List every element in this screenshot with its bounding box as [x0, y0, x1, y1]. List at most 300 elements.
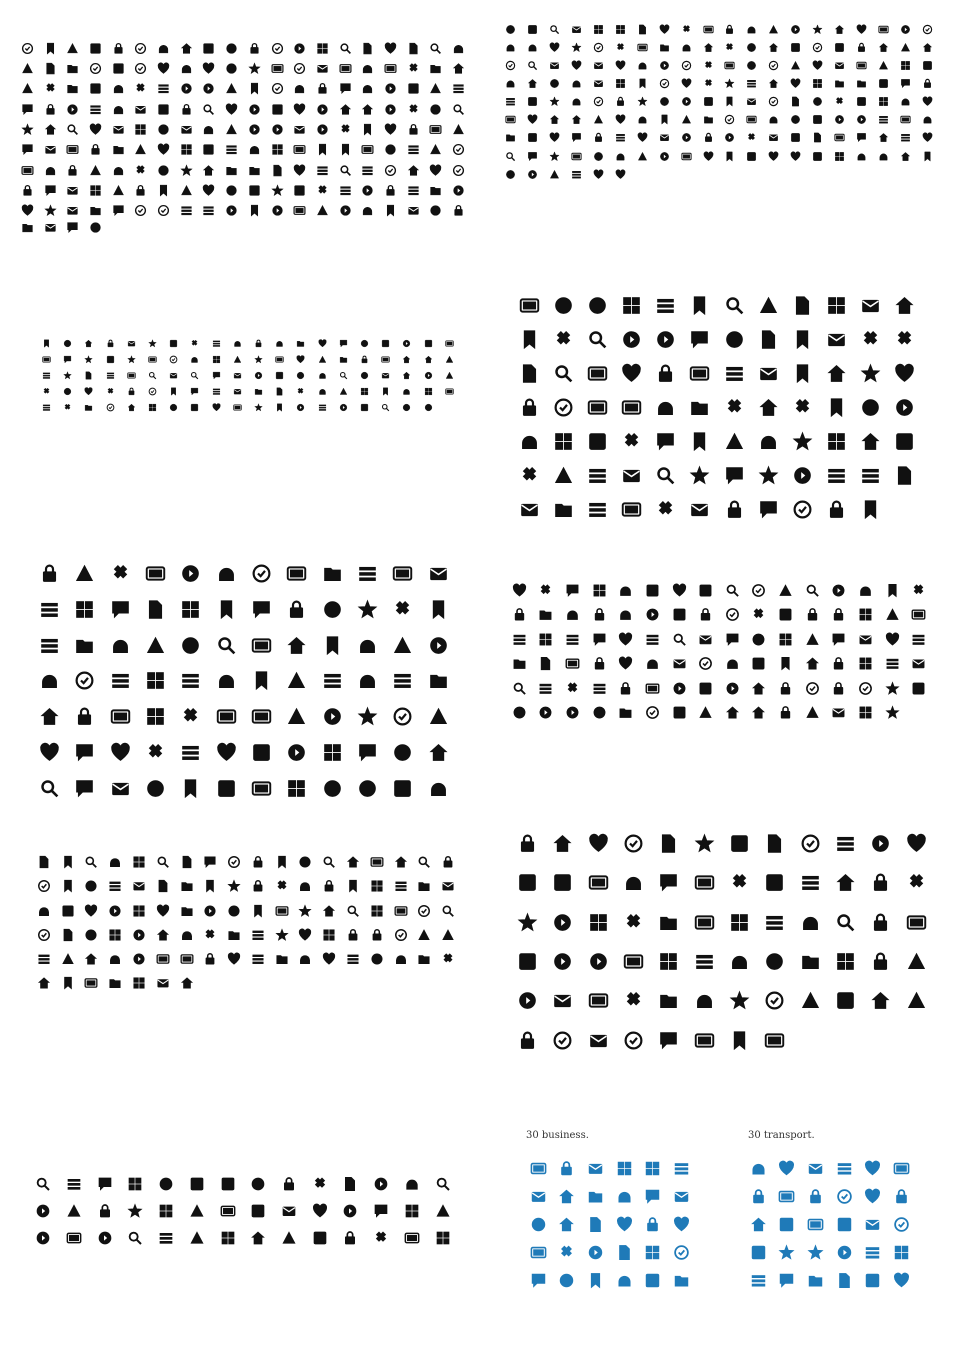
- bomb-icon: [757, 981, 792, 1020]
- copy-icon: [807, 111, 829, 129]
- bar-chart-icon: [863, 863, 898, 902]
- envelope-square-icon: [894, 20, 916, 38]
- document-x-icon: [683, 356, 717, 390]
- hand-icon: [341, 899, 365, 923]
- zoom-in-icon: [385, 770, 420, 806]
- cogs-icon: [365, 899, 389, 923]
- database-icon: [220, 79, 243, 99]
- send-icon: [566, 165, 588, 183]
- euro-icon: [402, 79, 425, 99]
- key-icon: [746, 603, 773, 628]
- arrow-up-circle-icon: [311, 38, 334, 58]
- youtube-icon: [793, 942, 828, 981]
- facebook-icon: [863, 903, 898, 942]
- sailboat-icon: [545, 981, 580, 1020]
- move-icon: [173, 699, 208, 735]
- pause-circle-icon: [580, 322, 614, 356]
- clipboard-icon: [317, 899, 341, 923]
- angle-left-icon: [566, 20, 588, 38]
- paperclip-icon: [152, 140, 175, 160]
- resize-small-icon: [209, 735, 244, 771]
- laptop-icon: [580, 288, 614, 322]
- twitter-icon: [418, 335, 439, 351]
- window-icon: [512, 424, 546, 458]
- chat-bubble-icon: [888, 458, 922, 492]
- chevron-right-icon: [175, 38, 198, 58]
- vk-icon: [741, 93, 763, 111]
- contrast-icon: [16, 38, 39, 58]
- facebook-icon: [274, 1170, 305, 1197]
- bank-icon: [447, 38, 470, 58]
- zoom-out-icon: [421, 770, 456, 806]
- paypal-icon: [544, 165, 566, 183]
- file-edit-icon: [412, 874, 436, 898]
- image-icon: [288, 119, 311, 139]
- list-icon: [741, 56, 763, 74]
- car-icon: [801, 1210, 830, 1238]
- share-icon: [175, 899, 199, 923]
- subscript-icon: [163, 335, 184, 351]
- arrow-up-icon: [56, 923, 80, 947]
- arrows-h-icon: [609, 38, 631, 56]
- microphone-icon: [447, 140, 470, 160]
- file-image-icon: [220, 99, 243, 119]
- sign-icon: [872, 74, 894, 92]
- download-icon: [288, 79, 311, 99]
- pinterest-icon: [243, 140, 266, 160]
- money-bill-icon: [39, 160, 62, 180]
- googleplus-circle-icon: [366, 1170, 397, 1197]
- sign-out-icon: [288, 160, 311, 180]
- battery-full-icon: [270, 850, 294, 874]
- puzzle-icon: [439, 383, 460, 399]
- fast-forward-circle-icon: [683, 322, 717, 356]
- badge-icon: [553, 1238, 582, 1266]
- bar-chart-icon: [719, 20, 741, 38]
- chat-square-fill-icon: [615, 492, 649, 526]
- wechat-icon: [396, 399, 417, 415]
- won-icon: [653, 56, 675, 74]
- arrow-up-icon: [357, 38, 380, 58]
- upload-icon: [666, 701, 693, 726]
- caret-down-icon: [357, 58, 380, 78]
- copyright-icon: [130, 79, 153, 99]
- chevron-double-right-icon: [130, 38, 153, 58]
- pen-icon: [639, 1182, 668, 1210]
- train-icon: [198, 947, 222, 971]
- cloud-icon: [412, 923, 436, 947]
- expand-icon: [103, 735, 138, 771]
- wechat-icon: [84, 221, 107, 234]
- superscript-icon: [334, 180, 357, 200]
- speech-icon: [559, 652, 586, 677]
- turkish-lira-icon: [631, 93, 653, 111]
- angle-down-icon: [872, 93, 894, 111]
- strikethrough-icon: [266, 180, 289, 200]
- tasks-icon: [447, 180, 470, 200]
- venus-icon: [506, 676, 533, 701]
- circle-icon: [888, 288, 922, 322]
- file-image-icon: [80, 899, 104, 923]
- tumblr-icon: [396, 335, 417, 351]
- panel-bold: [32, 850, 460, 1044]
- plane-icon: [317, 947, 341, 971]
- html5-icon: [653, 147, 675, 165]
- book-open-icon: [389, 850, 413, 874]
- copy-icon: [510, 863, 545, 902]
- eject-icon: [206, 367, 227, 383]
- calculator-icon: [524, 1154, 553, 1182]
- trophy-icon: [312, 399, 333, 415]
- notebook-icon: [785, 356, 819, 390]
- facebook-icon: [588, 129, 610, 147]
- eye-icon: [16, 99, 39, 119]
- mars-icon: [227, 383, 248, 399]
- underline-icon: [288, 201, 311, 221]
- mobile-icon: [512, 288, 546, 322]
- view-module-icon: [67, 663, 102, 699]
- file-text-icon: [107, 99, 130, 119]
- check-circle-icon: [248, 351, 269, 367]
- briefcase-icon: [850, 147, 872, 165]
- venus-icon: [375, 399, 396, 415]
- paypal-icon: [899, 942, 934, 981]
- clock-icon: [544, 111, 566, 129]
- window-minus-icon: [649, 424, 683, 458]
- cable-car-icon: [773, 1182, 802, 1210]
- level-down-icon: [163, 383, 184, 399]
- bluetooth-icon: [279, 770, 314, 806]
- heart-icon: [613, 603, 640, 628]
- new-icon: [639, 676, 666, 701]
- image-icon: [588, 74, 610, 92]
- inbox-upload-icon: [350, 627, 385, 663]
- search-icon: [586, 578, 613, 603]
- thumbs-icon: [544, 93, 566, 111]
- bitbucket-icon: [107, 58, 130, 78]
- hammer-icon: [246, 874, 270, 898]
- panel-business: [524, 1154, 696, 1294]
- plug-icon: [687, 1021, 722, 1060]
- panel-font-glyphs: [500, 20, 938, 256]
- bullseye-icon: [243, 58, 266, 78]
- list-alt-icon: [675, 56, 697, 74]
- mobile-icon: [850, 56, 872, 74]
- server-icon: [317, 850, 341, 874]
- smile-icon: [807, 56, 829, 74]
- rewind-icon: [56, 850, 80, 874]
- user-female-icon: [799, 652, 826, 677]
- chat-dots-icon: [512, 492, 546, 526]
- rain-icon: [32, 947, 56, 971]
- calendar-icon: [667, 1238, 696, 1266]
- photo-icon: [719, 701, 746, 726]
- file-pdf-icon: [653, 129, 675, 147]
- folder-x-icon: [888, 322, 922, 356]
- glasses-icon: [639, 1238, 668, 1266]
- google-plus-icon: [722, 942, 757, 981]
- calendar-alt-icon: [639, 701, 666, 726]
- fullscreen-exit-icon: [244, 699, 279, 735]
- hashtag-icon: [588, 147, 610, 165]
- battery-low-icon: [222, 850, 246, 874]
- chevron-circle-icon: [522, 111, 544, 129]
- heart-icon: [312, 367, 333, 383]
- cut-icon: [872, 147, 894, 165]
- sun-icon: [341, 923, 365, 947]
- tag-icon: [206, 335, 227, 351]
- basket-plus-icon: [421, 592, 456, 628]
- css3-icon: [559, 701, 586, 726]
- headphones-icon: [375, 367, 396, 383]
- folder-icon: [425, 99, 448, 119]
- smile-icon: [613, 652, 640, 677]
- chevron-up-icon: [683, 390, 717, 424]
- music-note-icon: [385, 556, 420, 592]
- cut-icon: [500, 38, 522, 56]
- cart-icon: [533, 676, 560, 701]
- indent-icon: [418, 367, 439, 383]
- money-icon: [84, 140, 107, 160]
- tumblr-icon: [220, 201, 243, 221]
- mobile-icon: [61, 140, 84, 160]
- upload-icon: [697, 93, 719, 111]
- icon-grid: [744, 1154, 916, 1294]
- recycle-icon: [697, 74, 719, 92]
- list-icon: [379, 140, 402, 160]
- envelope-icon: [687, 981, 722, 1020]
- facebook-circle-icon: [304, 1170, 335, 1197]
- table-icon: [357, 180, 380, 200]
- phone-ring-icon: [799, 627, 826, 652]
- plus-icon: [243, 38, 266, 58]
- file-icon: [447, 79, 470, 99]
- wheelchair-icon: [763, 93, 785, 111]
- dribbble-circle-icon: [182, 1197, 213, 1224]
- mask-icon: [317, 923, 341, 947]
- pointer-icon: [719, 578, 746, 603]
- scissors-icon: [916, 147, 938, 165]
- paper-plane-icon: [807, 147, 829, 165]
- arrow-circle-right-icon: [631, 20, 653, 38]
- glass-icon: [84, 119, 107, 139]
- circle-dot-icon: [288, 38, 311, 58]
- bell-slash-icon: [57, 351, 78, 367]
- qrcode-icon: [653, 74, 675, 92]
- bolt-icon: [100, 351, 121, 367]
- star-icon: [717, 492, 751, 526]
- target-icon: [103, 770, 138, 806]
- hourglass-icon: [675, 147, 697, 165]
- book-closed-icon: [365, 850, 389, 874]
- play-icon: [127, 850, 151, 874]
- barcode-icon: [439, 335, 460, 351]
- lock-icon: [385, 627, 420, 663]
- bus-icon: [266, 58, 289, 78]
- sell-icon: [613, 676, 640, 701]
- brush-icon: [533, 627, 560, 652]
- align-right-icon: [138, 556, 173, 592]
- git-icon: [872, 129, 894, 147]
- info-icon: [290, 351, 311, 367]
- clipboard-icon: [553, 1210, 582, 1238]
- fire-icon: [354, 351, 375, 367]
- neutral-icon: [666, 652, 693, 677]
- thumbs-icon: [248, 399, 269, 415]
- whatsapp-icon: [588, 165, 610, 183]
- sync-icon: [421, 699, 456, 735]
- bars-icon: [522, 74, 544, 92]
- terminal-icon: [793, 863, 828, 902]
- bulb-icon: [175, 874, 199, 898]
- sitemap-alt-icon: [175, 180, 198, 200]
- pencil-off-icon: [39, 58, 62, 78]
- dropbox-icon: [59, 1225, 90, 1252]
- clipboard-icon: [418, 351, 439, 367]
- star-icon: [100, 335, 121, 351]
- cog-icon: [84, 79, 107, 99]
- share-icon: [220, 160, 243, 180]
- file-word-icon: [152, 99, 175, 119]
- rupee-icon: [439, 367, 460, 383]
- list-icon: [854, 390, 888, 424]
- unlock-icon: [334, 201, 357, 221]
- map-marker-icon: [785, 56, 807, 74]
- volume-down-icon: [546, 458, 580, 492]
- navigation-icon: [863, 824, 898, 863]
- document-download-icon: [717, 356, 751, 390]
- font-increase-icon: [315, 770, 350, 806]
- male-icon: [39, 140, 62, 160]
- film-icon: [334, 99, 357, 119]
- check-icon: [270, 899, 294, 923]
- ellipsis-icon: [785, 390, 819, 424]
- circle-icon: [447, 58, 470, 78]
- icon-grid: [510, 824, 934, 1060]
- camera-icon: [421, 556, 456, 592]
- microscope-icon: [246, 923, 270, 947]
- align-center-icon: [103, 556, 138, 592]
- trophy-icon: [198, 201, 221, 221]
- shower-icon: [510, 1021, 545, 1060]
- sliders-icon: [402, 160, 425, 180]
- behance-icon: [36, 351, 57, 367]
- lira-icon: [894, 147, 916, 165]
- film-icon: [341, 850, 365, 874]
- chevron-circle-icon: [785, 147, 807, 165]
- equalizer-icon: [209, 556, 244, 592]
- evernote-icon: [89, 1225, 120, 1252]
- signpost-icon: [639, 1266, 668, 1294]
- award-icon: [722, 1021, 757, 1060]
- tools-icon: [506, 652, 533, 677]
- signal-icon: [350, 556, 385, 592]
- wordpress-icon: [785, 93, 807, 111]
- arrow-left-icon: [334, 38, 357, 58]
- quote-icon: [675, 74, 697, 92]
- panel-tiny-glyphs: [36, 335, 460, 479]
- rss-icon: [78, 335, 99, 351]
- align-left-icon: [67, 556, 102, 592]
- html5-icon: [243, 119, 266, 139]
- star-alt-icon: [692, 603, 719, 628]
- icon-grid: [500, 20, 938, 256]
- gift-icon: [894, 129, 916, 147]
- file-icon: [389, 874, 413, 898]
- euro-icon: [269, 367, 290, 383]
- plus-box-icon: [103, 663, 138, 699]
- hand-icon: [799, 578, 826, 603]
- plus-icon: [512, 390, 546, 424]
- github-icon: [28, 1170, 59, 1197]
- bitcoin-icon: [828, 20, 850, 38]
- steam-icon: [198, 180, 221, 200]
- hourglass-icon: [389, 899, 413, 923]
- disk-icon: [879, 701, 906, 726]
- twitter-icon: [354, 399, 375, 415]
- binders-icon: [524, 1266, 553, 1294]
- font-icon: [807, 129, 829, 147]
- monitor-x-icon: [751, 288, 785, 322]
- briefcase-icon: [175, 58, 198, 78]
- rdio-circle-icon: [366, 1197, 397, 1224]
- people-icon: [651, 1021, 686, 1060]
- volume-icon: [447, 201, 470, 221]
- coffee-icon: [553, 1182, 582, 1210]
- face-glasses-icon: [757, 1021, 792, 1060]
- bitbucket-icon: [785, 38, 807, 56]
- first-aid-icon: [222, 923, 246, 947]
- cart-arrow-icon: [173, 592, 208, 628]
- crown-icon: [828, 981, 863, 1020]
- square-down-icon: [175, 971, 199, 995]
- stack-icon: [586, 701, 613, 726]
- plug-icon: [244, 770, 279, 806]
- bicycle-icon: [697, 111, 719, 129]
- paypal-icon: [879, 603, 906, 628]
- paperclip-icon: [666, 578, 693, 603]
- euro-icon: [522, 129, 544, 147]
- cart-check-icon: [103, 592, 138, 628]
- chevron-down-circle-icon: [56, 971, 80, 995]
- sliders-icon: [121, 399, 142, 415]
- lastfm-icon: [274, 1197, 305, 1224]
- cursor-icon: [506, 578, 533, 603]
- headphones-icon: [175, 119, 198, 139]
- foursquare-icon: [447, 99, 470, 119]
- stop-icon: [220, 180, 243, 200]
- ambulance-side-icon: [830, 1238, 859, 1266]
- binoculars-icon: [785, 20, 807, 38]
- car-icon: [697, 20, 719, 38]
- skype-icon: [687, 942, 722, 981]
- cc-icon: [206, 351, 227, 367]
- selection-icon: [581, 824, 616, 863]
- close-box-icon: [209, 663, 244, 699]
- database-icon: [692, 701, 719, 726]
- pause-icon: [103, 850, 127, 874]
- ruble-icon: [785, 74, 807, 92]
- skip-back-icon: [402, 38, 425, 58]
- file-zip-icon: [675, 129, 697, 147]
- wifi-mid-icon: [820, 458, 854, 492]
- microphone-icon: [616, 1021, 651, 1060]
- compass-icon: [294, 874, 318, 898]
- menu-icon: [820, 390, 854, 424]
- cloud-upload-icon: [39, 79, 62, 99]
- recycle-icon: [57, 399, 78, 415]
- id-card-icon: [852, 652, 879, 677]
